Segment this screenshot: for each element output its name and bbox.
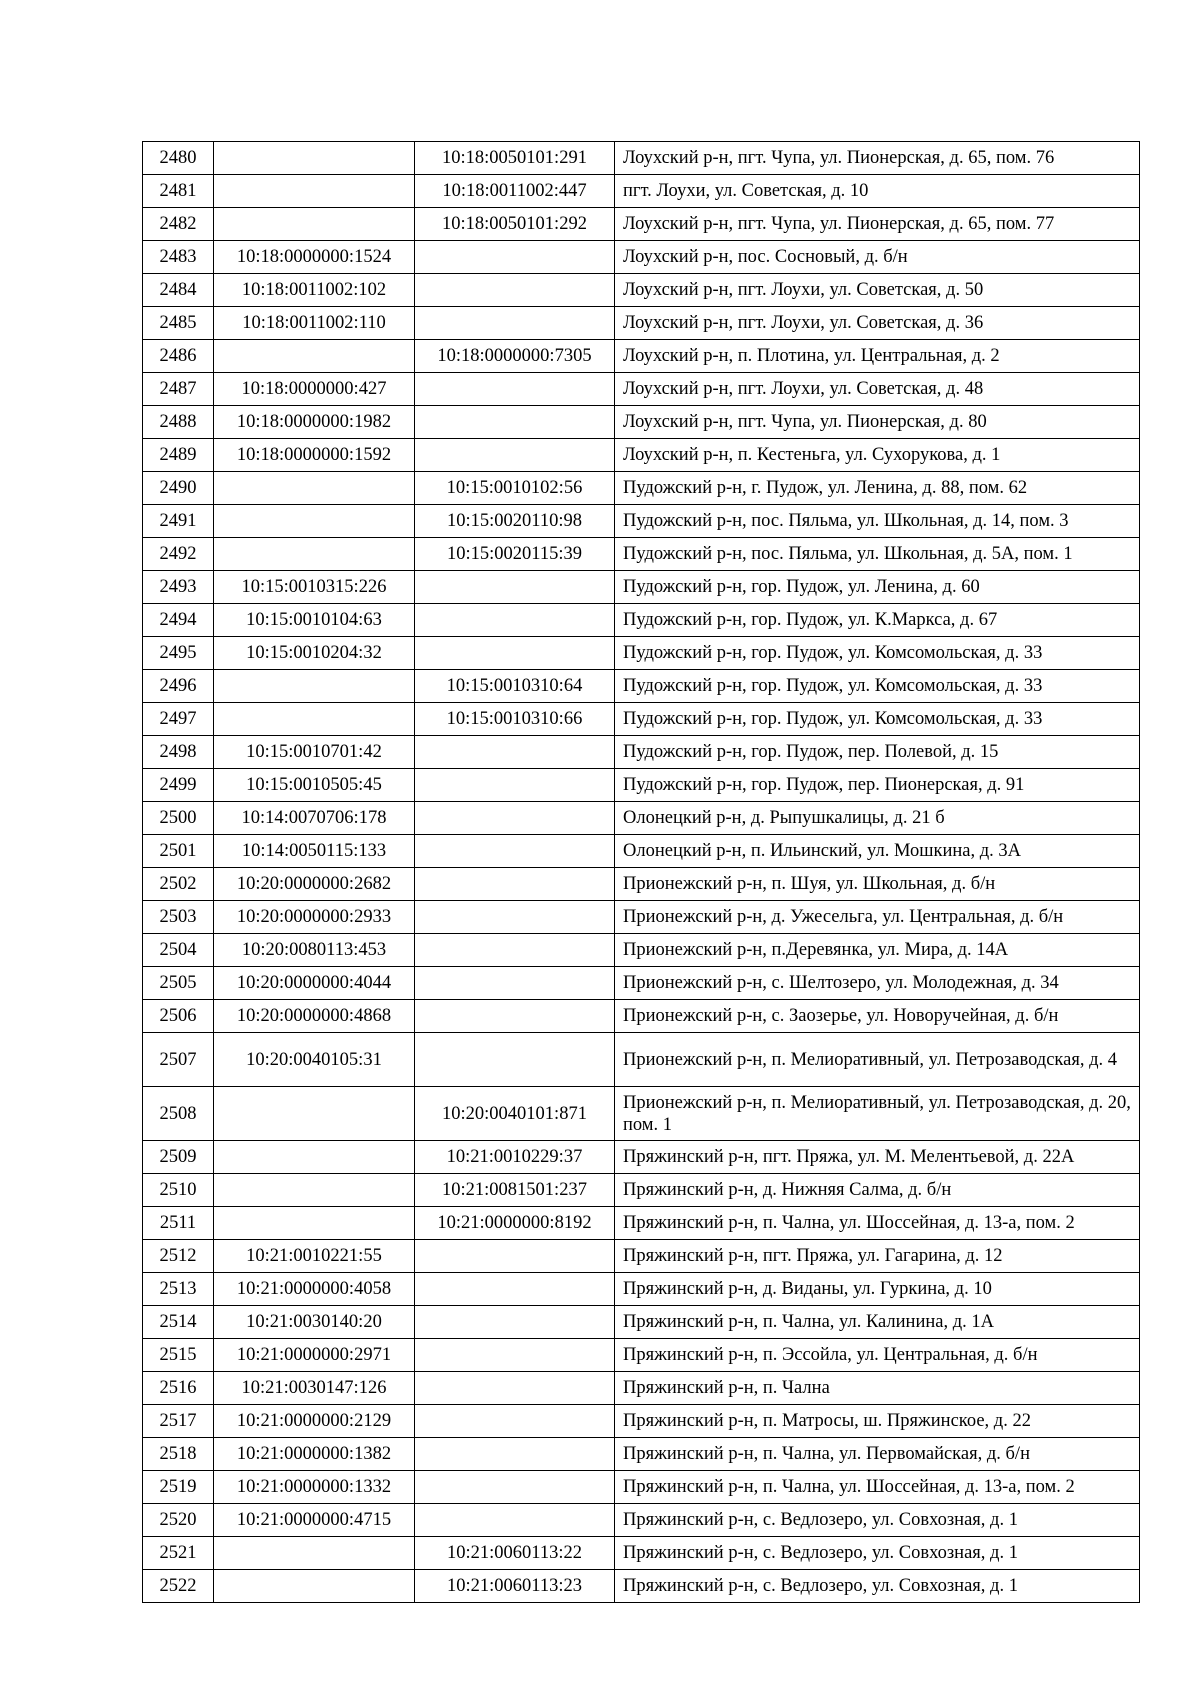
building-cadastral-number-cell (415, 868, 615, 901)
land-cadastral-number-cell: 10:20:0000000:4868 (214, 1000, 415, 1033)
building-cadastral-number-cell: 10:18:0000000:7305 (415, 340, 615, 373)
land-cadastral-number-cell: 10:21:0000000:2129 (214, 1405, 415, 1438)
land-cadastral-number-cell (214, 1207, 415, 1240)
row-number-cell: 2502 (143, 868, 214, 901)
row-number-cell: 2482 (143, 208, 214, 241)
building-cadastral-number-cell (415, 934, 615, 967)
row-number-cell: 2481 (143, 175, 214, 208)
table-row (143, 1087, 1140, 1141)
row-number-cell: 2501 (143, 835, 214, 868)
land-cadastral-number-cell (214, 1141, 415, 1174)
table-row (143, 670, 1140, 703)
table-row (143, 1240, 1140, 1273)
land-cadastral-number-cell: 10:15:0010104:63 (214, 604, 415, 637)
building-cadastral-number-cell (415, 307, 615, 340)
building-cadastral-number-cell (415, 1438, 615, 1471)
building-cadastral-number-cell: 10:15:0020110:98 (415, 505, 615, 538)
address-cell: Лоухский р-н, пгт. Лоухи, ул. Советская, д. 48 (615, 373, 1140, 406)
table-row (143, 1273, 1140, 1306)
row-number-cell: 2512 (143, 1240, 214, 1273)
table-row (143, 604, 1140, 637)
land-cadastral-number-cell (214, 472, 415, 505)
row-number-cell: 2494 (143, 604, 214, 637)
land-cadastral-number-cell (214, 703, 415, 736)
address-cell: Пряжинский р-н, пгт. Пряжа, ул. М. Мелентьевой, д. 22А (615, 1141, 1140, 1174)
table-row (143, 1033, 1140, 1087)
land-cadastral-number-cell (214, 1537, 415, 1570)
row-number-cell: 2488 (143, 406, 214, 439)
address-cell: Лоухский р-н, пгт. Чупа, ул. Пионерская, д. 65, пом. 77 (615, 208, 1140, 241)
table-row (143, 1504, 1140, 1537)
address-cell: Пряжинский р-н, п. Чална (615, 1372, 1140, 1405)
row-number-cell: 2520 (143, 1504, 214, 1537)
address-cell: Прионежский р-н, с. Заозерье, ул. Новоручейная, д. б/н (615, 1000, 1140, 1033)
table-row (143, 1141, 1140, 1174)
table-row (143, 1372, 1140, 1405)
building-cadastral-number-cell (415, 1504, 615, 1537)
row-number-cell: 2513 (143, 1273, 214, 1306)
row-number-cell: 2522 (143, 1570, 214, 1603)
table-row (143, 802, 1140, 835)
table-row (143, 1207, 1140, 1240)
land-cadastral-number-cell: 10:20:0080113:453 (214, 934, 415, 967)
table-row (143, 538, 1140, 571)
table-row (143, 835, 1140, 868)
table-row (143, 703, 1140, 736)
row-number-cell: 2518 (143, 1438, 214, 1471)
building-cadastral-number-cell (415, 406, 615, 439)
row-number-cell: 2521 (143, 1537, 214, 1570)
table-row (143, 340, 1140, 373)
table-row (143, 736, 1140, 769)
building-cadastral-number-cell (415, 1339, 615, 1372)
address-cell: Пудожский р-н, пос. Пяльма, ул. Школьная, д. 5А, пом. 1 (615, 538, 1140, 571)
row-number-cell: 2486 (143, 340, 214, 373)
building-cadastral-number-cell (415, 835, 615, 868)
building-cadastral-number-cell (415, 274, 615, 307)
land-cadastral-number-cell: 10:18:0000000:427 (214, 373, 415, 406)
land-cadastral-number-cell: 10:18:0011002:102 (214, 274, 415, 307)
row-number-cell: 2496 (143, 670, 214, 703)
land-cadastral-number-cell: 10:21:0000000:1382 (214, 1438, 415, 1471)
land-cadastral-number-cell: 10:20:0000000:2682 (214, 868, 415, 901)
row-number-cell: 2491 (143, 505, 214, 538)
building-cadastral-number-cell (415, 1405, 615, 1438)
land-cadastral-number-cell: 10:21:0000000:2971 (214, 1339, 415, 1372)
land-cadastral-number-cell (214, 505, 415, 538)
address-cell: Лоухский р-н, п. Кестеньга, ул. Сухорукова, д. 1 (615, 439, 1140, 472)
address-cell: Пряжинский р-н, п. Эссойла, ул. Центральная, д. б/н (615, 1339, 1140, 1372)
row-number-cell: 2485 (143, 307, 214, 340)
row-number-cell: 2497 (143, 703, 214, 736)
land-cadastral-number-cell: 10:18:0000000:1982 (214, 406, 415, 439)
land-cadastral-number-cell: 10:18:0000000:1524 (214, 241, 415, 274)
building-cadastral-number-cell (415, 1306, 615, 1339)
table-row (143, 208, 1140, 241)
table-row (143, 1537, 1140, 1570)
land-cadastral-number-cell: 10:15:0010505:45 (214, 769, 415, 802)
table-row (143, 571, 1140, 604)
row-number-cell: 2511 (143, 1207, 214, 1240)
table-row (143, 1570, 1140, 1603)
land-cadastral-number-cell (214, 340, 415, 373)
row-number-cell: 2499 (143, 769, 214, 802)
land-cadastral-number-cell: 10:15:0010701:42 (214, 736, 415, 769)
land-cadastral-number-cell: 10:21:0030140:20 (214, 1306, 415, 1339)
building-cadastral-number-cell (415, 439, 615, 472)
row-number-cell: 2484 (143, 274, 214, 307)
address-cell: Лоухский р-н, пгт. Чупа, ул. Пионерская, д. 80 (615, 406, 1140, 439)
table-row (143, 274, 1140, 307)
land-cadastral-number-cell: 10:18:0000000:1592 (214, 439, 415, 472)
address-cell: Прионежский р-н, п. Шуя, ул. Школьная, д. б/н (615, 868, 1140, 901)
land-cadastral-number-cell: 10:20:0040105:31 (214, 1033, 415, 1087)
building-cadastral-number-cell: 10:21:0060113:23 (415, 1570, 615, 1603)
address-cell: Лоухский р-н, пос. Сосновый, д. б/н (615, 241, 1140, 274)
building-cadastral-number-cell: 10:15:0010310:66 (415, 703, 615, 736)
address-cell: Пудожский р-н, г. Пудож, ул. Ленина, д. 88, пом. 62 (615, 472, 1140, 505)
land-cadastral-number-cell: 10:20:0000000:4044 (214, 967, 415, 1000)
table-row (143, 637, 1140, 670)
land-cadastral-number-cell: 10:14:0050115:133 (214, 835, 415, 868)
table-row (143, 505, 1140, 538)
address-cell: Прионежский р-н, п. Мелиоративный, ул. Петрозаводская, д. 20, пом. 1 (615, 1087, 1140, 1141)
building-cadastral-number-cell (415, 373, 615, 406)
row-number-cell: 2490 (143, 472, 214, 505)
row-number-cell: 2500 (143, 802, 214, 835)
building-cadastral-number-cell (415, 1033, 615, 1087)
building-cadastral-number-cell (415, 604, 615, 637)
row-number-cell: 2506 (143, 1000, 214, 1033)
building-cadastral-number-cell (415, 241, 615, 274)
address-cell: Пряжинский р-н, п. Матросы, ш. Пряжинское, д. 22 (615, 1405, 1140, 1438)
building-cadastral-number-cell (415, 1372, 615, 1405)
address-cell: Пудожский р-н, пос. Пяльма, ул. Школьная, д. 14, пом. 3 (615, 505, 1140, 538)
address-cell: Пряжинский р-н, п. Чална, ул. Первомайская, д. б/н (615, 1438, 1140, 1471)
row-number-cell: 2516 (143, 1372, 214, 1405)
address-cell: Пудожский р-н, гор. Пудож, пер. Пионерская, д. 91 (615, 769, 1140, 802)
address-cell: Прионежский р-н, п. Мелиоративный, ул. Петрозаводская, д. 4 (615, 1033, 1140, 1087)
address-cell: Пудожский р-н, гор. Пудож, ул. Комсомольская, д. 33 (615, 703, 1140, 736)
row-number-cell: 2489 (143, 439, 214, 472)
building-cadastral-number-cell (415, 769, 615, 802)
table-row (143, 1339, 1140, 1372)
address-cell: Прионежский р-н, д. Ужесельга, ул. Центральная, д. б/н (615, 901, 1140, 934)
table-row (143, 142, 1140, 175)
row-number-cell: 2508 (143, 1087, 214, 1141)
building-cadastral-number-cell: 10:18:0050101:292 (415, 208, 615, 241)
address-cell: Лоухский р-н, пгт. Чупа, ул. Пионерская, д. 65, пом. 76 (615, 142, 1140, 175)
property-table (142, 141, 1140, 1603)
building-cadastral-number-cell (415, 802, 615, 835)
address-cell: Пряжинский р-н, с. Ведлозеро, ул. Совхозная, д. 1 (615, 1537, 1140, 1570)
table-row (143, 175, 1140, 208)
table-row (143, 967, 1140, 1000)
building-cadastral-number-cell (415, 637, 615, 670)
building-cadastral-number-cell (415, 736, 615, 769)
building-cadastral-number-cell: 10:20:0040101:871 (415, 1087, 615, 1141)
row-number-cell: 2505 (143, 967, 214, 1000)
land-cadastral-number-cell (214, 175, 415, 208)
address-cell: Пудожский р-н, гор. Пудож, ул. Комсомольская, д. 33 (615, 670, 1140, 703)
land-cadastral-number-cell (214, 538, 415, 571)
row-number-cell: 2510 (143, 1174, 214, 1207)
building-cadastral-number-cell (415, 1000, 615, 1033)
row-number-cell: 2517 (143, 1405, 214, 1438)
building-cadastral-number-cell (415, 1471, 615, 1504)
table-row (143, 901, 1140, 934)
address-cell: Пудожский р-н, гор. Пудож, ул. Комсомольская, д. 33 (615, 637, 1140, 670)
building-cadastral-number-cell (415, 967, 615, 1000)
building-cadastral-number-cell (415, 901, 615, 934)
address-cell: Пряжинский р-н, п. Чална, ул. Шоссейная, д. 13-а, пом. 2 (615, 1471, 1140, 1504)
row-number-cell: 2514 (143, 1306, 214, 1339)
land-cadastral-number-cell (214, 1174, 415, 1207)
address-cell: Олонецкий р-н, д. Рыпушкалицы, д. 21 б (615, 802, 1140, 835)
address-cell: Олонецкий р-н, п. Ильинский, ул. Мошкина, д. 3А (615, 835, 1140, 868)
address-cell: Пудожский р-н, гор. Пудож, ул. Ленина, д. 60 (615, 571, 1140, 604)
land-cadastral-number-cell: 10:14:0070706:178 (214, 802, 415, 835)
building-cadastral-number-cell (415, 571, 615, 604)
table-row (143, 769, 1140, 802)
address-cell: Пудожский р-н, гор. Пудож, ул. К.Маркса, д. 67 (615, 604, 1140, 637)
land-cadastral-number-cell (214, 670, 415, 703)
table-row (143, 868, 1140, 901)
address-cell: Пряжинский р-н, п. Чална, ул. Шоссейная, д. 13-а, пом. 2 (615, 1207, 1140, 1240)
building-cadastral-number-cell: 10:18:0011002:447 (415, 175, 615, 208)
address-cell: Лоухский р-н, пгт. Лоухи, ул. Советская, д. 50 (615, 274, 1140, 307)
address-cell: Пряжинский р-н, п. Чална, ул. Калинина, д. 1А (615, 1306, 1140, 1339)
land-cadastral-number-cell: 10:20:0000000:2933 (214, 901, 415, 934)
address-cell: Прионежский р-н, п.Деревянка, ул. Мира, д. 14А (615, 934, 1140, 967)
address-cell: пгт. Лоухи, ул. Советская, д. 10 (615, 175, 1140, 208)
row-number-cell: 2519 (143, 1471, 214, 1504)
address-cell: Пряжинский р-н, с. Ведлозеро, ул. Совхозная, д. 1 (615, 1504, 1140, 1537)
land-cadastral-number-cell (214, 208, 415, 241)
building-cadastral-number-cell: 10:21:0000000:8192 (415, 1207, 615, 1240)
table-row (143, 472, 1140, 505)
table-row (143, 373, 1140, 406)
address-cell: Пряжинский р-н, пгт. Пряжа, ул. Гагарина, д. 12 (615, 1240, 1140, 1273)
row-number-cell: 2487 (143, 373, 214, 406)
table-body (143, 142, 1140, 1603)
address-cell: Пудожский р-н, гор. Пудож, пер. Полевой, д. 15 (615, 736, 1140, 769)
row-number-cell: 2503 (143, 901, 214, 934)
table-row (143, 1471, 1140, 1504)
building-cadastral-number-cell (415, 1240, 615, 1273)
building-cadastral-number-cell: 10:21:0010229:37 (415, 1141, 615, 1174)
address-cell: Пряжинский р-н, с. Ведлозеро, ул. Совхозная, д. 1 (615, 1570, 1140, 1603)
address-cell: Прионежский р-н, с. Шелтозеро, ул. Молодежная, д. 34 (615, 967, 1140, 1000)
building-cadastral-number-cell: 10:21:0060113:22 (415, 1537, 615, 1570)
table-row (143, 307, 1140, 340)
table-row (143, 1405, 1140, 1438)
land-cadastral-number-cell: 10:15:0010315:226 (214, 571, 415, 604)
row-number-cell: 2492 (143, 538, 214, 571)
land-cadastral-number-cell: 10:21:0010221:55 (214, 1240, 415, 1273)
row-number-cell: 2480 (143, 142, 214, 175)
row-number-cell: 2483 (143, 241, 214, 274)
land-cadastral-number-cell (214, 1087, 415, 1141)
address-cell: Лоухский р-н, п. Плотина, ул. Центральная, д. 2 (615, 340, 1140, 373)
row-number-cell: 2498 (143, 736, 214, 769)
table-row (143, 1306, 1140, 1339)
table-row (143, 241, 1140, 274)
row-number-cell: 2509 (143, 1141, 214, 1174)
table-row (143, 1174, 1140, 1207)
building-cadastral-number-cell: 10:21:0081501:237 (415, 1174, 615, 1207)
table-row (143, 934, 1140, 967)
row-number-cell: 2493 (143, 571, 214, 604)
land-cadastral-number-cell: 10:18:0011002:110 (214, 307, 415, 340)
land-cadastral-number-cell (214, 1570, 415, 1603)
land-cadastral-number-cell: 10:21:0030147:126 (214, 1372, 415, 1405)
land-cadastral-number-cell: 10:21:0000000:4715 (214, 1504, 415, 1537)
land-cadastral-number-cell (214, 142, 415, 175)
land-cadastral-number-cell: 10:21:0000000:1332 (214, 1471, 415, 1504)
table-row (143, 406, 1140, 439)
building-cadastral-number-cell: 10:18:0050101:291 (415, 142, 615, 175)
land-cadastral-number-cell: 10:21:0000000:4058 (214, 1273, 415, 1306)
address-cell: Пряжинский р-н, д. Нижняя Салма, д. б/н (615, 1174, 1140, 1207)
building-cadastral-number-cell: 10:15:0010102:56 (415, 472, 615, 505)
row-number-cell: 2504 (143, 934, 214, 967)
building-cadastral-number-cell: 10:15:0020115:39 (415, 538, 615, 571)
land-cadastral-number-cell: 10:15:0010204:32 (214, 637, 415, 670)
row-number-cell: 2515 (143, 1339, 214, 1372)
table-row (143, 1000, 1140, 1033)
row-number-cell: 2507 (143, 1033, 214, 1087)
row-number-cell: 2495 (143, 637, 214, 670)
table-row (143, 1438, 1140, 1471)
building-cadastral-number-cell: 10:15:0010310:64 (415, 670, 615, 703)
building-cadastral-number-cell (415, 1273, 615, 1306)
address-cell: Лоухский р-н, пгт. Лоухи, ул. Советская, д. 36 (615, 307, 1140, 340)
address-cell: Пряжинский р-н, д. Виданы, ул. Гуркина, д. 10 (615, 1273, 1140, 1306)
table-row (143, 439, 1140, 472)
